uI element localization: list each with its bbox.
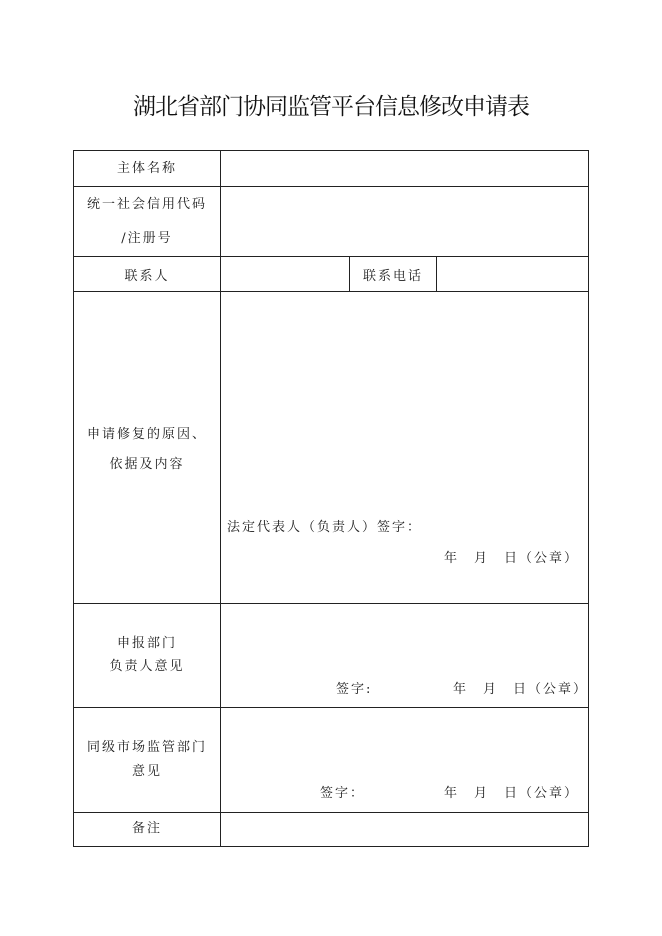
market-opinion-label-line2: 意见 (131, 764, 162, 779)
credit-code-label-line1: 统一社会信用代码 (86, 197, 207, 212)
reason-label-line1: 申请修复的原因、 (86, 427, 207, 442)
market-signature: 签字： (320, 786, 366, 801)
dept-opinion-label-line2: 负责人意见 (109, 659, 185, 674)
contact-phone-field[interactable] (437, 257, 587, 290)
application-form (73, 150, 589, 847)
dept-signature: 签字: (336, 682, 373, 697)
entity-name-label: 主体名称 (116, 161, 177, 176)
credit-code-label-line2: /注册号 (121, 231, 173, 246)
reason-content-field[interactable] (221, 292, 587, 512)
contact-person-label: 联系人 (124, 269, 170, 284)
market-opinion-field[interactable] (221, 708, 587, 778)
contact-phone-label: 联系电话 (362, 269, 423, 284)
market-date-seal: 年 月 日（公章） (444, 786, 580, 801)
market-opinion-label-line1: 同级市场监管部门 (86, 740, 207, 755)
entity-name-field[interactable] (221, 152, 587, 185)
reason-label-line2: 依据及内容 (109, 457, 185, 472)
remarks-label: 备注 (131, 821, 162, 836)
credit-code-field[interactable] (221, 187, 587, 255)
dept-opinion-field[interactable] (221, 604, 587, 674)
remarks-field[interactable] (221, 813, 587, 845)
contact-person-field[interactable] (221, 257, 348, 290)
page-title: 湖北省部门协同监管平台信息修改申请表 (133, 94, 529, 120)
dept-date-seal: 年 月 日（公章） (453, 682, 589, 697)
legal-rep-signature: 法定代表人（负责人）签字： (227, 520, 423, 535)
dept-opinion-label-line1: 申报部门 (116, 636, 177, 651)
reason-date-seal: 年 月 日（公章） (444, 551, 580, 566)
